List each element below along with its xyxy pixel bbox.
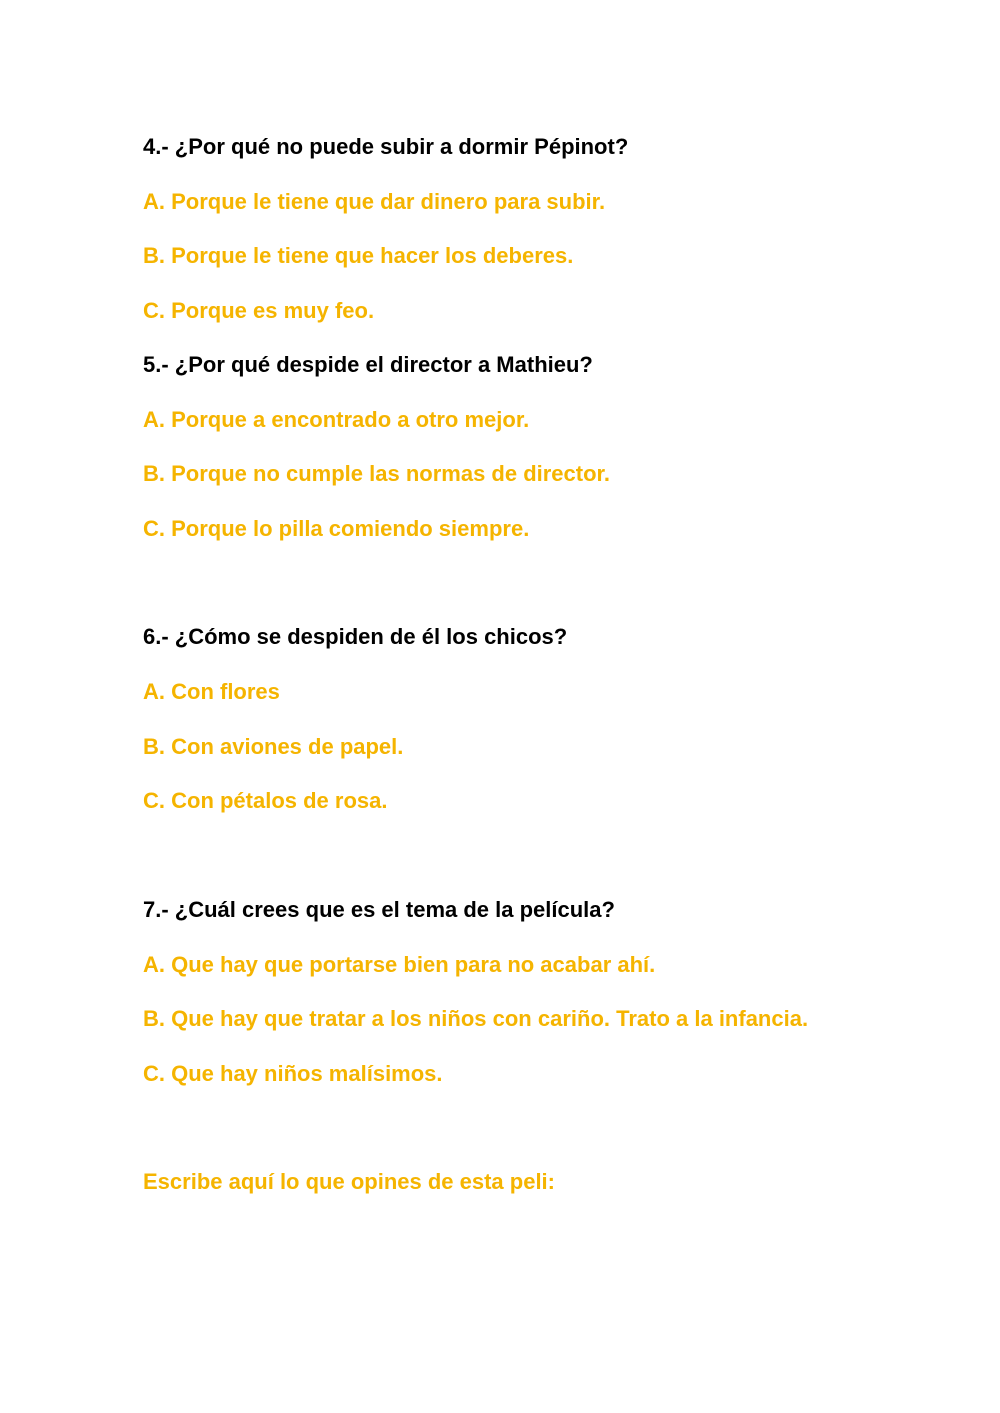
question-7-text: 7.- ¿Cuál crees que es el tema de la película? [143, 897, 615, 922]
question-5-option-a[interactable]: A. Porque a encontrado a otro mejor. [143, 407, 530, 432]
question-6-option-a[interactable]: A. Con flores [143, 679, 280, 704]
question-5-text: 5.- ¿Por qué despide el director a Mathieu? [143, 352, 593, 377]
question-4-option-b[interactable]: B. Porque le tiene que hacer los deberes. [143, 243, 574, 268]
question-7-option-b[interactable]: B. Que hay que tratar a los niños con cariño. Trato a la infancia. [143, 1006, 809, 1031]
question-7-option-c[interactable]: C. Que hay niños malísimos. [143, 1061, 443, 1086]
question-6-option-c[interactable]: C. Con pétalos de rosa. [143, 788, 388, 813]
question-4-option-c[interactable]: C. Porque es muy feo. [143, 298, 375, 323]
question-4-text: 4.- ¿Por qué no puede subir a dormir Pépinot? [143, 134, 629, 159]
question-6-text: 6.- ¿Cómo se despiden de él los chicos? [143, 624, 568, 649]
question-5-option-b[interactable]: B. Porque no cumple las normas de director. [143, 461, 611, 486]
question-7-option-a[interactable]: A. Que hay que portarse bien para no acabar ahí. [143, 952, 656, 977]
question-5-option-c[interactable]: C. Porque lo pilla comiendo siempre. [143, 516, 530, 541]
question-4-option-a[interactable]: A. Porque le tiene que dar dinero para subir. [143, 189, 606, 214]
opinion-prompt: Escribe aquí lo que opines de esta peli: [143, 1169, 555, 1194]
question-6-option-b[interactable]: B. Con aviones de papel. [143, 734, 404, 759]
